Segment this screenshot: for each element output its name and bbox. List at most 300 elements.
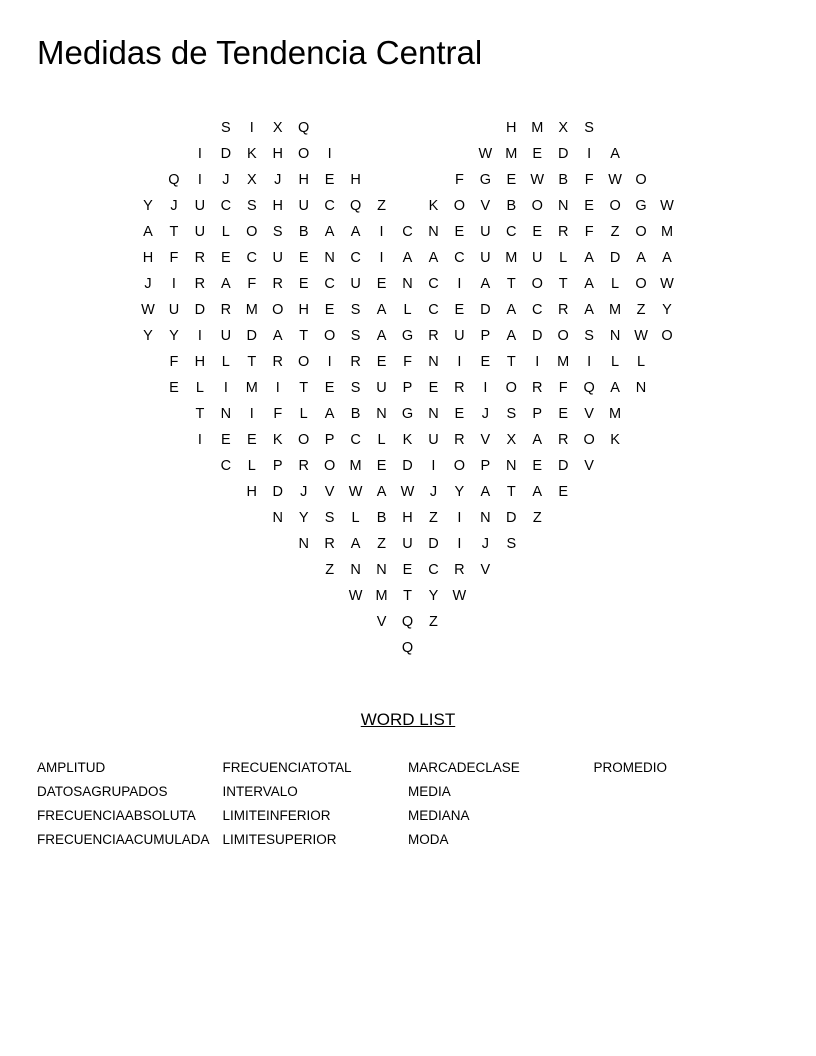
grid-letter: Y [143,328,153,344]
grid-letter: Z [429,510,438,526]
grid-letter: E [169,380,179,396]
grid-letter: D [272,484,283,500]
grid-letter: T [506,354,516,370]
grid-letter: U [194,198,206,214]
word-list-item: LIMITESUPERIOR [222,832,337,847]
grid-letter: A [584,276,594,292]
grid-letter: O [324,328,336,344]
grid-letter: K [610,432,620,448]
grid-letter: E [376,354,387,370]
grid-letter: C [220,458,232,474]
grid-letter: G [401,406,414,422]
grid-letter: O [505,380,517,396]
grid-letter: Q [401,640,414,656]
grid-letter: T [403,588,412,604]
word-list-heading: WORD LIST [360,710,456,729]
grid-letter: N [272,510,283,526]
grid-letter: T [506,276,516,292]
grid-letter: T [169,224,179,240]
grid-letter: F [558,380,568,396]
grid-letter: E [376,276,387,292]
grid-letter: U [376,380,387,396]
grid-letter: Y [298,510,309,526]
grid-letter: J [144,276,152,292]
grid-letter: A [584,250,594,266]
grid-letter: H [194,354,206,370]
grid-letter: I [483,380,488,396]
grid-letter: S [350,380,361,396]
grid-letter: R [272,354,283,370]
grid-letter: K [428,198,439,214]
grid-letter: E [402,562,413,578]
grid-letter: T [299,380,309,396]
grid-letter: C [220,198,232,214]
grid-letter: O [272,302,284,318]
grid-letter: E [454,224,465,240]
grid-letter: L [559,250,568,266]
grid-letter: A [480,276,491,292]
grid-letter: N [376,406,387,422]
grid-letter: S [506,406,517,422]
grid-letter: I [197,172,202,188]
grid-letter: H [298,172,309,188]
grid-letter: C [350,432,361,448]
grid-letter: J [274,172,282,188]
grid-letter: C [402,224,413,240]
grid-letter: M [609,302,622,318]
grid-letter: L [351,510,360,526]
grid-letter: T [299,328,309,344]
grid-letter: R [298,458,309,474]
grid-letter: W [348,588,363,604]
grid-letter: K [246,146,257,162]
grid-letter: P [272,458,283,474]
grid-letter: Z [377,536,386,552]
grid-letter: T [558,276,568,292]
grid-letter: E [480,354,491,370]
grid-letter: U [402,536,413,552]
grid-letter: U [480,224,491,240]
grid-letter: A [376,328,387,344]
grid-letter: N [428,406,439,422]
grid-letter: L [611,276,620,292]
grid-letter: L [637,354,646,370]
grid-letter: E [298,276,309,292]
grid-letter: D [246,328,258,344]
grid-letter: U [454,328,465,344]
grid-letter: E [532,458,543,474]
grid-letter: U [220,328,232,344]
grid-letter: U [532,250,543,266]
grid-letter: E [324,172,335,188]
grid-letter: F [169,250,179,266]
grid-letter: M [245,380,258,396]
grid-letter: F [273,406,283,422]
grid-letter: R [454,562,465,578]
grid-letter: K [272,432,283,448]
word-list-item: FRECUENCIAABSOLUTA [37,808,196,823]
grid-letter: V [376,614,387,630]
grid-letter: A [350,536,361,552]
grid-letter: I [379,250,384,266]
grid-letter: O [531,276,543,292]
grid-letter: E [246,432,257,448]
grid-letter: M [505,146,518,162]
word-list [37,756,779,852]
grid-letter: N [350,562,361,578]
grid-letter: L [221,354,230,370]
grid-letter: N [635,380,647,396]
grid-letter: I [457,510,462,526]
grid-letter: S [350,328,361,344]
grid-letter: F [403,354,412,370]
grid-letter: V [324,484,335,500]
grid-letter: W [660,276,674,292]
grid-letter: C [428,276,439,292]
grid-letter: O [583,432,595,448]
grid-letter: B [298,224,309,240]
grid-letter: C [532,302,543,318]
grid-letter: Q [583,380,595,396]
grid-letter: R [454,380,465,396]
grid-letter: O [453,198,466,214]
grid-letter: Z [610,224,620,240]
grid-letter: J [170,198,178,214]
grid-letter: M [349,458,362,474]
grid-letter: Y [454,484,465,500]
grid-letter: P [402,380,413,396]
grid-letter: P [532,406,543,422]
grid-letter: A [221,276,231,292]
grid-letter: U [428,432,439,448]
grid-letter: N [609,328,621,344]
grid-letter: A [350,224,361,240]
grid-letter: P [324,432,335,448]
grid-letter: F [247,276,257,292]
grid-letter: D [402,458,413,474]
grid-letter: E [584,198,594,214]
grid-letter: T [195,406,205,422]
grid-letter: L [611,354,620,370]
word-list-item: MEDIANA [408,808,470,823]
grid-letter: I [587,354,592,370]
grid-letter: G [479,172,491,188]
grid-letter: W [660,198,674,214]
grid-letter: O [635,224,647,240]
grid-letter: B [376,510,387,526]
grid-letter: U [350,276,361,292]
word-list-item: AMPLITUD [37,760,106,775]
grid-letter: F [584,172,594,188]
grid-letter: J [222,172,230,188]
grid-letter: Q [298,120,310,136]
grid-letter: O [453,458,466,474]
grid-letter: I [197,432,202,448]
grid-letter: R [194,250,206,266]
grid-letter: C [246,250,258,266]
grid-letter: S [221,120,231,136]
grid-letter: F [169,354,179,370]
grid-letter: W [478,146,493,162]
grid-letter: O [298,354,310,370]
grid-letter: M [375,588,388,604]
grid-letter: R [557,302,569,318]
grid-letter: T [506,484,516,500]
grid-letter: W [634,328,648,344]
grid-letter: C [324,276,335,292]
grid-letter: N [480,510,491,526]
grid-letter: Z [532,510,542,526]
grid-letter: D [428,536,439,552]
grid-letter: W [530,172,545,188]
grid-letter: D [557,458,569,474]
grid-letter: C [506,224,517,240]
grid-letter: I [379,224,384,240]
grid-letter: Q [168,172,180,188]
grid-letter: I [327,146,332,162]
word-list-item: FRECUENCIAACUMULADA [37,832,210,847]
grid-letter: E [532,146,543,162]
grid-letter: I [249,120,254,136]
grid-letter: A [376,484,387,500]
grid-letter: I [197,146,202,162]
word-list-item: MARCADECLASE [408,760,520,775]
grid-letter: N [506,458,517,474]
grid-letter: A [402,250,413,266]
grid-letter: R [350,354,361,370]
grid-letter: U [480,250,491,266]
grid-letter: F [584,224,594,240]
grid-letter: O [298,432,310,448]
grid-letter: O [298,146,310,162]
grid-letter: W [608,172,622,188]
grid-letter: C [350,250,361,266]
grid-letter: A [428,250,439,266]
grid-letter: Y [428,588,439,604]
grid-letter: F [454,172,464,188]
grid-letter: D [609,250,621,266]
grid-letter: H [246,484,258,500]
grid-letter: A [636,250,646,266]
grid-letter: M [557,354,570,370]
grid-letter: L [377,432,386,448]
grid-letter: A [324,406,335,422]
grid-letter: P [480,328,491,344]
grid-letter: Z [429,614,438,630]
grid-letter: C [454,250,465,266]
grid-letter: I [327,354,332,370]
grid-letter: R [557,432,569,448]
grid-letter: U [298,198,309,214]
grid-letter: W [141,302,155,318]
grid-letter: S [584,328,594,344]
grid-letter: D [194,302,206,318]
grid-letter: H [142,250,154,266]
grid-letter: E [428,380,439,396]
grid-letter: V [480,562,491,578]
grid-letter: A [480,484,491,500]
grid-letter: H [298,302,309,318]
grid-letter: S [506,536,517,552]
grid-letter: N [376,562,387,578]
grid-letter: E [376,458,387,474]
grid-letter: W [452,588,467,604]
grid-letter: O [246,224,258,240]
grid-letter: O [324,458,336,474]
grid-letter: S [324,510,335,526]
grid-letter: N [220,406,232,422]
grid-letter: A [376,302,387,318]
grid-letter: Z [636,302,646,318]
grid-letter: M [245,302,258,318]
grid-letter: D [480,302,491,318]
grid-letter: A [143,224,153,240]
grid-letter: X [272,120,283,136]
grid-letter: S [246,198,257,214]
grid-letter: M [609,406,622,422]
grid-letter: S [350,302,361,318]
grid-letter: V [584,406,594,422]
grid-letter: R [272,276,283,292]
grid-letter: J [481,536,489,552]
grid-letter: I [457,354,462,370]
grid-letter: Z [377,198,386,214]
grid-letter: A [662,250,672,266]
grid-letter: L [299,406,308,422]
grid-letter: N [428,354,439,370]
grid-letter: B [558,172,569,188]
grid-letter: D [506,510,517,526]
grid-letter: N [557,198,569,214]
grid-letter: A [532,432,543,448]
grid-letter: H [402,510,413,526]
grid-letter: U [272,250,283,266]
grid-letter: N [402,276,413,292]
grid-letter: I [587,146,592,162]
grid-letter: C [324,198,335,214]
grid-letter: D [220,146,232,162]
grid-letter: E [532,224,543,240]
grid-letter: G [635,198,647,214]
grid-letter: I [535,354,540,370]
grid-letter: M [531,120,544,136]
grid-letter: Z [325,562,335,578]
grid-letter: H [506,120,517,136]
grid-letter: A [610,380,620,396]
grid-letter: O [609,198,621,214]
grid-letter: B [350,406,361,422]
grid-letter: R [454,432,465,448]
grid-letter: K [402,432,413,448]
grid-letter: Y [169,328,179,344]
grid-letter: V [480,432,491,448]
word-list-item: INTERVALO [222,784,298,799]
grid-letter: U [168,302,180,318]
grid-letter: X [246,172,257,188]
grid-letter: W [348,484,363,500]
grid-letter: X [558,120,569,136]
grid-letter: A [506,328,517,344]
grid-letter: V [584,458,594,474]
page-title: Medidas de Tendencia Central [37,34,483,71]
word-list-item: LIMITEINFERIOR [222,808,331,823]
grid-letter: O [635,276,647,292]
grid-letter: S [584,120,594,136]
grid-letter: E [454,302,465,318]
grid-letter: J [481,406,489,422]
grid-letter: A [506,302,517,318]
grid-letter: E [454,406,465,422]
grid-letter: J [429,484,438,500]
grid-letter: R [194,276,206,292]
word-list-item: FRECUENCIATOTAL [222,760,352,775]
grid-letter: Q [349,198,362,214]
grid-letter: L [247,458,256,474]
grid-letter: O [661,328,673,344]
grid-letter: G [401,328,414,344]
grid-letter: V [480,198,491,214]
grid-letter: I [249,406,254,422]
grid-letter: C [428,562,439,578]
grid-letter: I [275,380,280,396]
word-list-item: DATOSAGRUPADOS [37,784,168,799]
grid-letter: H [272,146,283,162]
word-list-item: MEDIA [408,784,451,799]
grid-letter: Q [401,614,414,630]
grid-letter: A [584,302,594,318]
grid-letter: R [428,328,439,344]
grid-letter: E [324,302,335,318]
grid-letter: J [300,484,308,500]
grid-letter: S [272,224,283,240]
grid-letter: H [350,172,361,188]
grid-letter: R [220,302,232,318]
grid-letter: U [194,224,206,240]
grid-letter: E [221,432,231,448]
grid-letter: E [506,172,517,188]
grid-letter: D [532,328,543,344]
grid-letter: H [272,198,283,214]
grid-letter: A [324,224,335,240]
grid-letter: T [247,354,257,370]
grid-letter: E [558,484,569,500]
grid-letter: X [506,432,517,448]
grid-letter: M [505,250,518,266]
grid-letter: I [457,276,462,292]
grid-letter: E [324,380,335,396]
word-list-item: PROMEDIO [593,760,668,775]
grid-letter: L [403,302,412,318]
grid-letter: E [221,250,231,266]
grid-letter: R [532,380,543,396]
grid-letter: E [298,250,309,266]
grid-letter: D [557,146,569,162]
grid-letter: Y [662,302,672,318]
grid-letter: W [400,484,415,500]
grid-letter: Y [143,198,153,214]
grid-letter: R [557,224,569,240]
grid-letter: I [431,458,436,474]
grid-letter: I [457,536,462,552]
grid-letter: E [558,406,569,422]
grid-letter: A [532,484,543,500]
grid-letter: I [197,328,202,344]
grid-letter: O [635,172,647,188]
grid-letter: A [610,146,620,162]
grid-letter: O [557,328,569,344]
grid-letter: L [221,224,230,240]
grid-letter: P [480,458,491,474]
